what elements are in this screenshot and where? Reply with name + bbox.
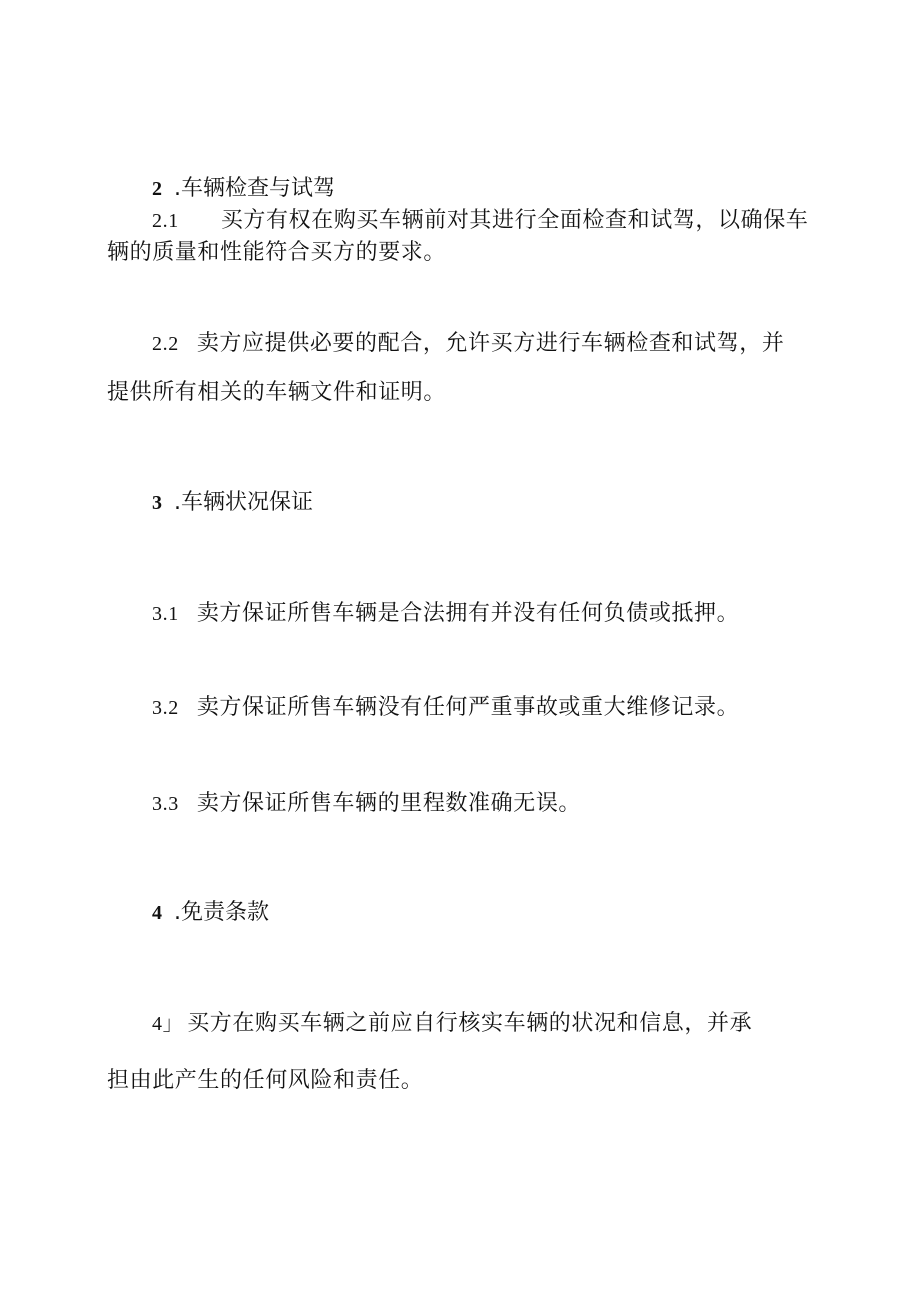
clause-text: 提供所有相关的车辆文件和证明。 xyxy=(107,380,447,405)
clause-text: 卖方保证所售车辆没有任何严重事故或重大维修记录。 xyxy=(196,695,740,720)
section-number: 2 xyxy=(152,178,162,200)
clause-number: 4」 xyxy=(152,1013,184,1035)
clause-3-1 xyxy=(152,596,739,627)
clause-2-1-line-2 xyxy=(107,235,446,266)
clause-2-2-line-2 xyxy=(107,375,446,406)
clause-3-3 xyxy=(152,786,581,817)
clause-2-1-line-1 xyxy=(152,203,808,234)
clause-text: 买方有权在购买车辆前对其进行全面检查和试驾，以确保车 xyxy=(220,208,809,233)
clause-3-2 xyxy=(152,690,739,721)
section-title: .免责条款 xyxy=(174,900,269,925)
clause-number: 3.2 xyxy=(152,697,179,719)
clause-number: 3.3 xyxy=(152,793,179,815)
section-heading-3 xyxy=(152,485,313,516)
section-heading-2 xyxy=(152,171,335,202)
clause-4-1-line-1 xyxy=(152,1006,752,1037)
section-title: .车辆状况保证 xyxy=(174,490,313,515)
clause-number: 2.1 xyxy=(152,210,179,232)
clause-text: 辆的质量和性能符合买方的要求。 xyxy=(107,240,447,265)
clause-text: 卖方保证所售车辆的里程数准确无误。 xyxy=(196,791,582,816)
clause-text: 卖方保证所售车辆是合法拥有并没有任何负债或抵押。 xyxy=(196,601,740,626)
clause-text: 买方在购买车辆之前应自行核实车辆的状况和信息，并承 xyxy=(187,1011,753,1036)
clause-2-2-line-1 xyxy=(152,326,784,357)
clause-4-1-line-2 xyxy=(107,1063,423,1094)
section-title: .车辆检查与试驾 xyxy=(174,176,335,201)
clause-text: 卖方应提供必要的配合，允许买方进行车辆检查和试驾，并 xyxy=(196,331,785,356)
clause-number: 3.1 xyxy=(152,603,179,625)
clause-text: 担由此产生的任何风险和责任。 xyxy=(107,1068,424,1093)
section-number: 3 xyxy=(152,492,162,514)
clause-number: 2.2 xyxy=(152,333,179,355)
section-heading-4 xyxy=(152,895,269,926)
section-number: 4 xyxy=(152,902,162,924)
